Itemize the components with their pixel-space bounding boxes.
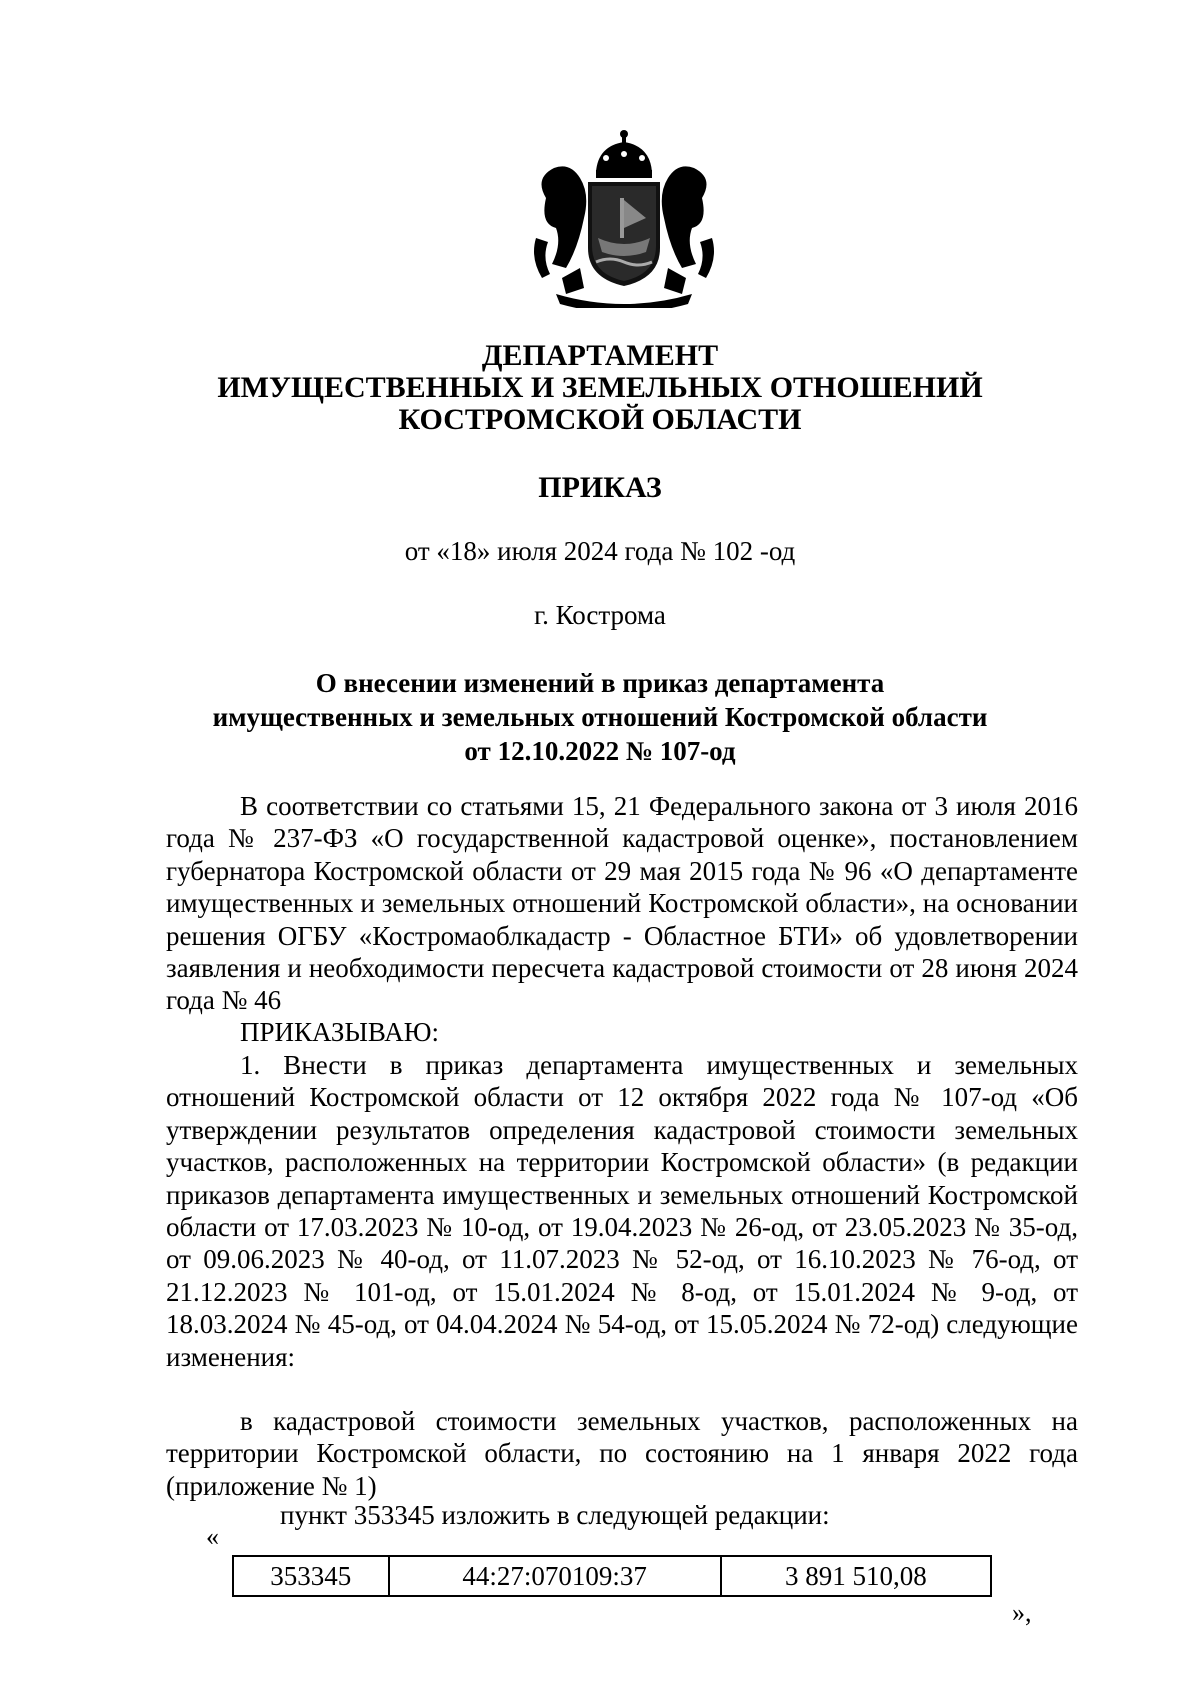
order-word: ПРИКАЗЫВАЮ:	[240, 1017, 439, 1047]
order-subject	[0, 666, 1200, 768]
department-line: КОСТРОМСКОЙ ОБЛАСТИ	[398, 403, 802, 436]
table-cell-cadastral-value: 3 891 510,08	[721, 1556, 991, 1596]
department-line: ДЕПАРТАМЕНТ	[481, 339, 719, 372]
subject-line: О внесении изменений в приказ департамента	[315, 668, 885, 698]
document-type: ПРИКАЗ	[538, 471, 662, 504]
closing-quote: »,	[1012, 1598, 1032, 1627]
clause-1-subitem	[166, 1405, 1078, 1502]
table-row	[233, 1556, 991, 1596]
clause-1-text: 1. Внести в приказ департамента имущественных и земельных отношений Костромской области от 12 октября 2022 года № 107-од «Об утверждении результатов определения кадастровой стоимости земельных участков, расположенных на территории Костромской области» (в редакции приказов департамента имущественных и земельных отношений Костромской области от 17.03.2023 № 10-од, от 19.04.2023 № 26-од, от 23.05.2023 № 35-од, от 09.06.2023 № 40-од, от 11.07.2023 № 52-од, от 16.10.2023 № 76-од, от 21.12.2023 № 101-од, от 15.01.2024 № 8-од, от 15.01.2024 № 9-од, от 18.03.2024 № 45-од, от 04.04.2024 № 54-од, от 15.05.2024 № 72-од) следующие изменения:	[166, 1050, 1078, 1372]
department-line: ИМУЩЕСТВЕННЫХ И ЗЕМЕЛЬНЫХ ОТНОШЕНИЙ	[217, 371, 983, 404]
opening-quote: «	[206, 1522, 219, 1551]
table-cell-item-number: 353345	[233, 1556, 389, 1596]
punkt-instruction: пункт 353345 изложить в следующей редакции:	[280, 1500, 830, 1530]
subject-line: имущественных и земельных отношений Костромской области	[212, 702, 988, 732]
clause-1-subitem-text: в кадастровой стоимости земельных участков, расположенных на территории Костромской области, по состоянию на 1 января 2022 года (приложение № 1)	[166, 1406, 1078, 1501]
department-name	[0, 340, 1200, 436]
cadastral-table	[232, 1555, 992, 1597]
city: г. Кострома	[534, 600, 666, 630]
subject-line: от 12.10.2022 № 107-од	[464, 736, 736, 766]
table-cell-cadastral-number: 44:27:070109:37	[389, 1556, 721, 1596]
clause-1	[166, 1049, 1078, 1373]
order-date-number: от «18» июля 2024 года № 102 -од	[404, 536, 796, 566]
preamble-text: В соответствии со статьями 15, 21 Федерального закона от 3 июля 2016 года № 237-ФЗ «О государственной кадастровой оценке», постановлением губернатора Костромской области от 29 мая 2015 года № 96 «О департаменте имущественных и земельных отношений Костромской области», на основании решения ОГБУ «Костромаоблкадастр - Областное БТИ» об удовлетворении заявления и необходимости пересчета кадастровой стоимости от 28 июня 2024 года № 46	[166, 791, 1078, 1016]
preamble	[166, 790, 1078, 1017]
coat-of-arms-icon	[526, 128, 722, 308]
